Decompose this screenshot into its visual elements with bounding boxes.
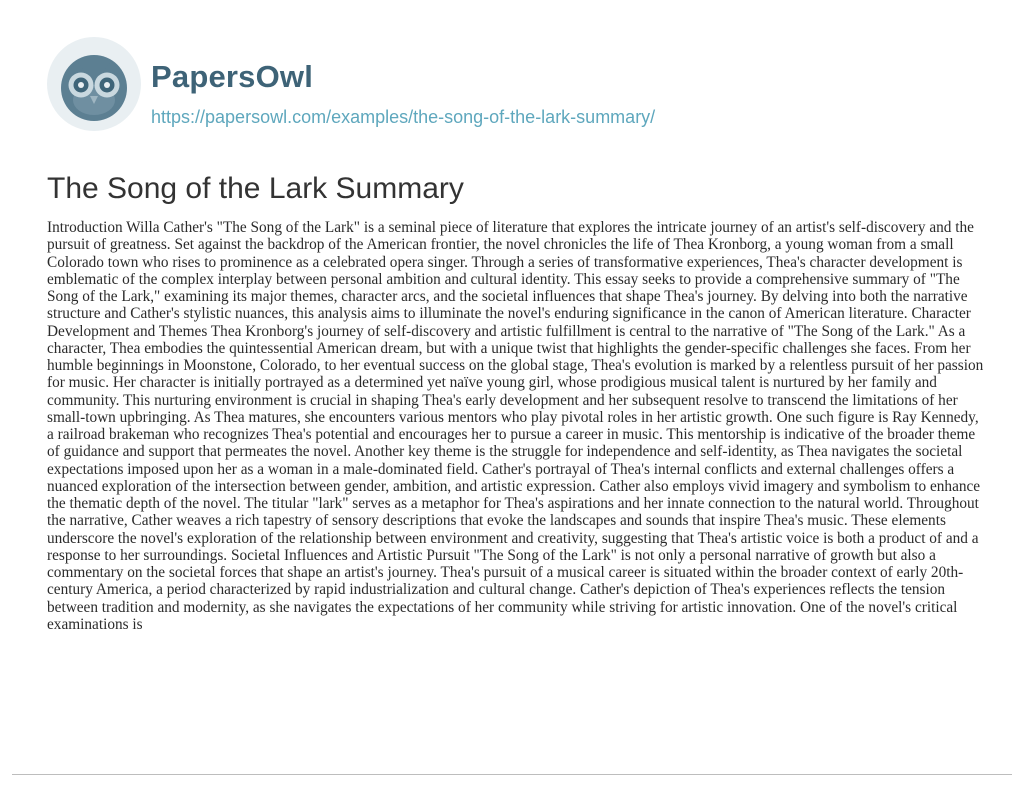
site-header bbox=[44, 34, 764, 134]
brand-name[interactable]: PapersOwl bbox=[151, 59, 314, 94]
source-url[interactable]: https://papersowl.com/examples/the-song-of-the-lark-summary/ bbox=[151, 107, 656, 127]
essay-body: Introduction Willa Cather's "The Song of the Lark" is a seminal piece of literature that explores the intricate journey of an artist's self-discovery and the pursuit of greatness. Set against the backdrop of the American frontier, the novel chronicles the life of Thea Kronborg, a young woman from a small Colorado town who rises to prominence as a celebrated opera singer. Through a series of transformative experiences, Thea's character development is emblematic of the complex interplay between personal ambition and cultural identity. This essay seeks to provide a comprehensive summary of "The Song of the Lark," examining its major themes, character arcs, and the societal influences that shape Thea's journey. By delving into both the narrative structure and Cather's stylistic nuances, this analysis aims to illuminate the novel's enduring significance in the canon of American literature. Character Development and Themes Thea Kronborg's journey of self-discovery and artistic fulfillment is central to the narrative of "The Song of the Lark." As a character, Thea embodies the quintessential American dream, but with a unique twist that highlights the gender-specific challenges she faces. From her humble beginnings in Moonstone, Colorado, to her eventual success on the global stage, Thea's evolution is marked by a relentless pursuit of her passion for music. Her character is initially portrayed as a determined yet naïve young girl, whose prodigious musical talent is nurtured by her family and community. This nurturing environment is crucial in shaping Thea's early development and her subsequent resolve to transcend the limitations of her small-town upbringing. As Thea matures, she encounters various mentors who play pivotal roles in her artistic growth. One such figure is Ray Kennedy, a railroad brakeman who recognizes Thea's potential and encourages her to pursue a career in music. This mentorship is indicative of the broader theme of guidance and support that permeates the novel. Another key theme is the struggle for independence and self-identity, as Thea navigates the societal expectations imposed upon her as a woman in a male-dominated field. Cather's portrayal of Thea's internal conflicts and external challenges offers a nuanced exploration of the intersection between gender, ambition, and artistic expression. Cather also employs vivid imagery and symbolism to enhance the thematic depth of the novel. The titular "lark" serves as a metaphor for Thea's aspirations and her innate connection to the natural world. Throughout the narrative, Cather weaves a rich tapestry of sensory descriptions that evoke the landscapes and sounds that inspire Thea's music. These elements underscore the novel's exploration of the relationship between environment and creativity, suggesting that Thea's artistic voice is both a product of and a response to her surroundings. Societal Influences and Artistic Pursuit "The Song of the Lark" is not only a personal narrative of growth but also a commentary on the societal forces that shape an artist's journey. Thea's pursuit of a musical career is situated within the broader context of early 20th-century America, a period characterized by rapid industrialization and cultural change. Cather's depiction of Thea's experiences reflects the tension between tradition and modernity, as she navigates the expectations of her community while striving for artistic innovation. One of the novel's critical examinations is bbox=[47, 219, 984, 633]
owl-logo-icon bbox=[44, 34, 144, 134]
page-title: The Song of the Lark Summary bbox=[47, 172, 464, 205]
bottom-divider bbox=[12, 774, 1012, 775]
